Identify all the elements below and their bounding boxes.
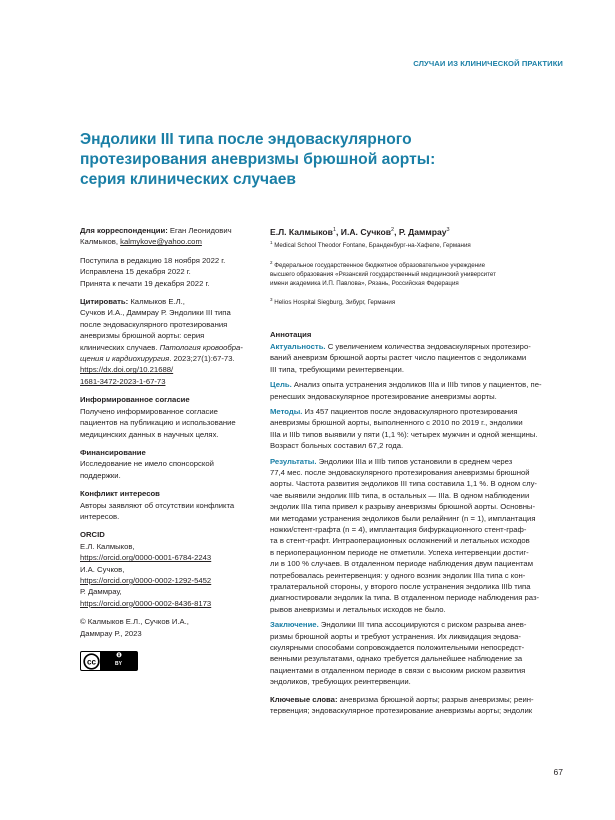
consent-text: Получено информированное согласие <box>80 406 218 416</box>
main-column <box>270 225 560 720</box>
title-line: Эндолики III типа после эндоваскулярного <box>80 131 412 148</box>
author-sup: 2 <box>391 227 395 233</box>
para-text: ножки/стент-графта (n = 4), имплантация бифуркационного стент-граф- <box>270 524 527 534</box>
para-text: ризмы брюшной аорты и требуют устранения. Их ликвидация эндова- <box>270 631 521 641</box>
consent-label: Информированное согласие <box>80 395 190 405</box>
para-text: Возраст больных составил 67,2 года. <box>270 441 404 451</box>
author-sup: 3 <box>446 227 450 233</box>
aff-num: 3 <box>270 297 273 303</box>
correspondence <box>80 225 252 236</box>
para-text: тралатеральной стороны, у второго после устранения эндолика IIIb типа <box>270 582 531 591</box>
aff-text: высшего образования «Рязанский государственный медицинский университет <box>270 270 496 278</box>
aff-text: Федеральное государственное бюджетное образовательное учреждение <box>274 261 486 269</box>
funding-label: Финансирование <box>80 447 146 457</box>
conclusion-label: Заключение. <box>270 620 319 630</box>
cc-icon <box>82 652 100 670</box>
affiliation <box>270 238 560 250</box>
cite-text <box>80 353 252 364</box>
orcid-author: Е.Л. Калмыков, <box>80 541 135 551</box>
author: И.А. Сучков <box>340 226 392 237</box>
authors <box>270 225 560 238</box>
copyright: © Калмыков Е.Л., Сучков И.А., <box>80 617 189 627</box>
aff-text: Medical School Theodor Fontane, Бранденбург-на-Хафеле, Германия <box>274 242 471 250</box>
para-text: эндолик IIIa типа привел к разрыву аневризмы брюшной аорты. Основны- <box>270 502 536 512</box>
cite-line <box>80 296 252 307</box>
author-sep: , <box>394 226 399 237</box>
orcid-author: Р. Даммрау, <box>80 587 122 597</box>
conflict-text: Авторы заявляют об отсутствии конфликта <box>80 500 235 510</box>
consent-text: медицинских данных в научных целях. <box>80 429 219 439</box>
para-text: 77,4 мес. после эндоваскулярного протезирования аневризмы брюшной <box>270 467 530 477</box>
orcid-link[interactable]: https://orcid.org/0000-0001-6784-2243 <box>80 553 212 563</box>
para-text: ми методами устранения эндоликов были релайнинг (n = 1), имплантация <box>270 513 536 523</box>
orcid-link[interactable]: https://orcid.org/0000-0002-1292-5452 <box>80 575 212 585</box>
abstract-conclusion <box>270 619 560 687</box>
abstract-aim <box>270 379 560 402</box>
orcid-author: И.А. Сучков, <box>80 564 125 574</box>
consent-text: пациентов на публикацию и использование <box>80 418 236 428</box>
date-received: Поступила в редакцию 18 ноября 2022 г. <box>80 255 226 265</box>
person-icon <box>114 652 124 658</box>
abstract-title: Аннотация <box>270 330 312 340</box>
abstract-methods <box>270 406 560 452</box>
by-label: BY <box>115 660 122 667</box>
title-line: серия клинических случаев <box>80 170 296 188</box>
para-text: пациентами в отдаленном периоде в связи с высоким риском развития <box>270 665 526 675</box>
cite-label: Цитировать: <box>80 297 129 307</box>
copyright: Даммрау Р., 2023 <box>80 628 142 638</box>
para-text: Эндолики III типа ассоциируются с риском разрыва анев- <box>318 620 527 630</box>
cite-text: клинических случаев. <box>80 342 160 352</box>
author: Р. Даммрау <box>398 226 447 237</box>
cite-text <box>80 342 252 353</box>
correspondence-name2: Калмыков, <box>80 237 121 247</box>
para-text: чае выявили эндолик IIIb типа, в остальных — IIIa. В одном наблюдении <box>270 490 530 500</box>
funding-text: поддержки. <box>80 470 121 480</box>
author-sep: , <box>336 226 341 237</box>
aim-label: Цель. <box>270 380 292 390</box>
aff-text: имени академика И.П. Павлова», Рязань, Российская Федерация <box>270 280 459 287</box>
cite-text: Сучков И.А., Даммрау Р. Эндолики III типа <box>80 308 231 318</box>
conflict-label: Конфликт интересов <box>80 489 160 499</box>
para-text: ли в 100 % случаев. В отдаленном периоде наблюдения двум пациентам <box>270 559 533 569</box>
correspondence-line2 <box>80 236 252 247</box>
cite-text: аневризмы брюшной аорты: серия <box>80 331 205 341</box>
para-text: та в стент-графт. Интраоперационных осложнений и летальных исходов <box>270 536 530 546</box>
title-line: протезирования аневризмы брюшной аорты: <box>80 150 436 168</box>
cite-text: после эндоваскулярного протезирования <box>80 319 228 329</box>
cite-text: . 2023;27(1):67-73. <box>169 354 235 364</box>
para-text: аневризмы брюшной аорты, выполненного с 2010 по 2019 г., эндолики <box>270 418 523 428</box>
para-text: в периоперационном периоде не отметили. Успеха интервенции достиг- <box>270 547 529 557</box>
para-text: диагностировали эндолик Ia типа. В отдаленном периоде наблюдения раз- <box>270 593 540 603</box>
methods-label: Методы. <box>270 406 303 416</box>
article-title <box>80 130 500 189</box>
para-text: ваний аневризм брюшной аорты растет число пациентов с эндоликами <box>270 353 527 363</box>
aff-num: 1 <box>270 240 273 246</box>
conflict-text: интересов. <box>80 511 120 521</box>
para-text: венными результатами, однако требуется дальнейшее наблюдение за <box>270 654 523 664</box>
abstract-results <box>270 456 560 616</box>
para-text: Анализ опыта устранения эндоликов IIIa и IIIb типов у пациентов, пе- <box>291 380 542 390</box>
cc-by-license-badge[interactable] <box>80 651 138 671</box>
by-section <box>100 652 137 670</box>
funding-text: Исследование не имело спонсорской <box>80 459 214 469</box>
doi-link[interactable]: 1681-3472-2023-1-67-73 <box>80 376 166 386</box>
para-text: аорты. Частота развития эндоликов III типа составила 1,1 %. В одном слу- <box>270 479 537 489</box>
doi-link[interactable]: https://dx.doi.org/10.21688/ <box>80 365 174 375</box>
para-text: С увеличением количества эндоваскулярных протезиро- <box>325 341 531 351</box>
section-label: СЛУЧАИ ИЗ КЛИНИЧЕСКОЙ ПРАКТИКИ <box>413 59 563 68</box>
journal-name: Патология кровообра- <box>159 342 243 352</box>
page-number: 67 <box>553 767 563 777</box>
para-text: потребовалась реинтервенция: у одного возник эндолик IIIa типа с кон- <box>270 570 526 580</box>
para-text: Эндолики IIIa и IIIb типов установили в среднем через <box>316 456 513 466</box>
correspondence-label: Для корреспонденции: <box>80 226 168 235</box>
author: Е.Л. Калмыков <box>270 226 333 237</box>
para-text: рывов аневризмы и летальных исходов не было. <box>270 604 446 614</box>
cite-text: Калмыков Е.Л., <box>128 297 185 307</box>
orcid-link[interactable]: https://orcid.org/0000-0002-8436-8173 <box>80 598 212 608</box>
affiliation <box>270 258 560 289</box>
author-sup: 1 <box>332 227 336 233</box>
para-text: IIIa и IIIb типов выявили у пяти (1,1 %): четырех мужчин и одной женщины. <box>270 429 538 439</box>
aff-text: Helios Hospital Siegburg, Зибург, Германия <box>274 299 396 307</box>
keywords-text: аневризма брюшной аорты; разрыв аневризмы; реин- <box>337 694 534 704</box>
para-text: ренесших эндоваскулярное протезирование аневризмы аорты. <box>270 391 497 401</box>
email-link[interactable]: kalmykove@yahoo.com <box>120 237 202 247</box>
relevance-label: Актуальность. <box>270 341 326 351</box>
correspondence-name: Еган Леонидович <box>167 226 232 235</box>
para-text: Из 457 пациентов после эндоваскулярного протезирования <box>302 406 518 416</box>
journal-name: щения и кардиохирургия <box>80 354 170 364</box>
aff-num: 2 <box>270 259 273 265</box>
abstract-relevance <box>270 341 560 375</box>
sidebar-metadata <box>80 225 252 671</box>
orcid-label: ORCID <box>80 530 105 540</box>
keywords-text: тервенция; эндоваскулярное протезирование аневризмы аорты; эндолик <box>270 706 533 716</box>
keywords-label: Ключевые слова: <box>270 694 338 704</box>
keywords <box>270 694 560 717</box>
para-text: III типа, требующими реинтервенции. <box>270 364 404 374</box>
para-text: скулярными способами сопровождается положительными непосредст- <box>270 643 525 653</box>
date-accepted: Принята к печати 19 декабря 2022 г. <box>80 278 210 288</box>
para-text: эндоликов, требующих реинтервенции. <box>270 677 411 687</box>
affiliation <box>270 295 560 307</box>
results-label: Результаты. <box>270 456 317 466</box>
date-revised: Исправлена 15 декабря 2022 г. <box>80 267 191 277</box>
cc-text: cc <box>86 657 96 667</box>
